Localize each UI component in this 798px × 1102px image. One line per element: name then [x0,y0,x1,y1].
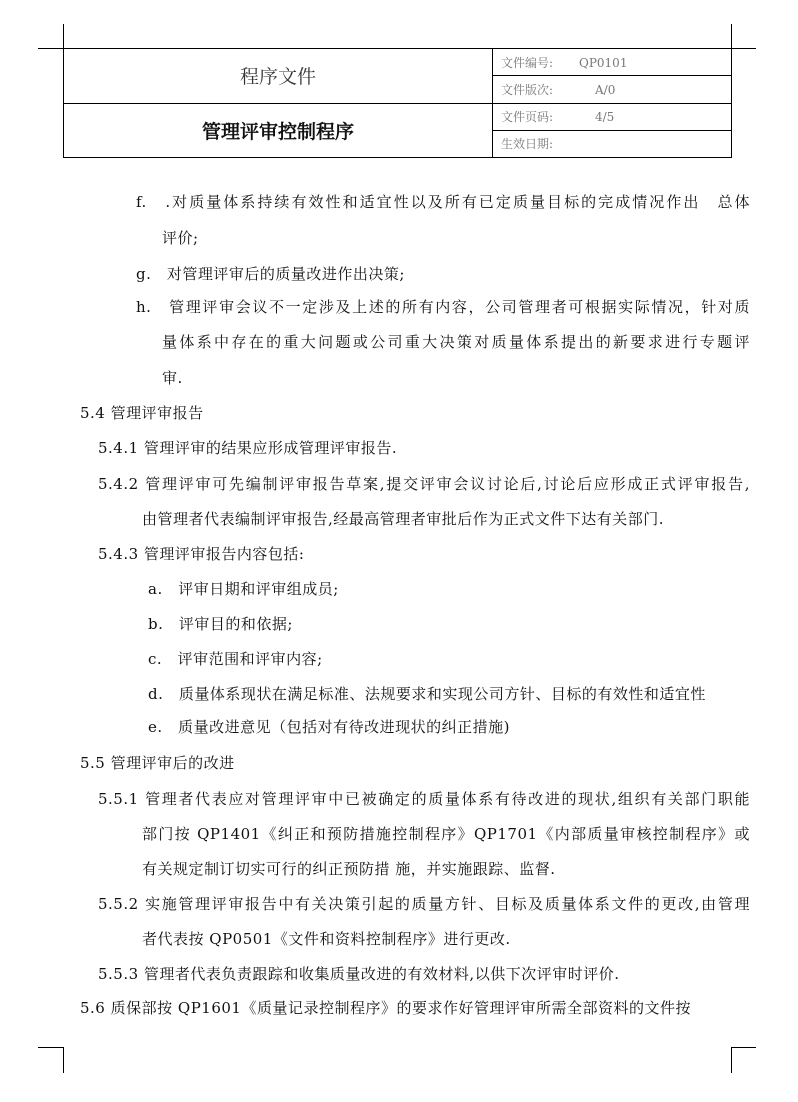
crop-mark [731,48,756,49]
crop-mark [731,24,732,48]
crop-mark [38,48,63,49]
text-line: 审. [162,369,183,387]
section-heading: 5.4 管理评审报告 [80,404,204,422]
list-item-e: e. 质量改进意见（包括对有待改进现状的纠正措施) [148,718,510,736]
paragraph-5-4-2: 5.4.2 管理评审可先编制评审报告草案,提交评审会议讨论后,讨论后应形成正式评审报告, [98,475,750,493]
text-line: 者代表按 QP0501《文件和资料控制程序》进行更改. [142,930,511,948]
crop-mark [731,1047,732,1073]
crop-mark [38,1047,63,1048]
doc-number-field: 文件编号: QP0101 [493,49,732,76]
doc-title: 管理评审控制程序 [64,103,493,158]
crop-mark [63,1047,64,1073]
crop-mark [63,24,64,48]
list-item-h: h. 管理评审会议不一定涉及上述的所有内容，公司管理者可根据实际情况，针对质 [136,298,750,316]
paragraph-5-5-3: 5.5.3 管理者代表负责跟踪和收集质量改进的有效材料,以供下次评审时评价. [98,965,620,983]
list-item-f: f. .对质量体系持续有效性和适宜性以及所有已定质量目标的完成情况作出 总体 [136,193,750,211]
text-line: 部门按 QP1401《纠正和预防措施控制程序》QP1701《内部质量审核控制程序》或 [142,825,750,843]
paragraph-5-6: 5.6 质保部按 QP1601《质量记录控制程序》的要求作好管理评审所需全部资料的文件按 [80,999,691,1017]
doc-version-field: 文件版次: A/0 [493,76,732,103]
section-heading: 5.5 管理评审后的改进 [80,754,235,772]
paragraph-5-5-1: 5.5.1 管理者代表应对管理评审中已被确定的质量体系有待改进的现状,组织有关部门职能 [98,790,750,808]
paragraph-5-4-1: 5.4.1 管理评审的结果应形成管理评审报告. [98,439,398,457]
list-item-b: b. 评审目的和依据; [148,615,293,633]
list-item-d: d. 质量体系现状在满足标准、法规要求和实现公司方针、目标的有效性和适宜性 [148,685,706,703]
text-line: 由管理者代表编制评审报告,经最高管理者审批后作为正式文件下达有关部门. [142,510,665,528]
document-header-table [63,48,732,158]
text-line: 量体系中存在的重大问题或公司重大决策对质量体系提出的新要求进行专题评 [162,333,750,351]
doc-type: 程序文件 [64,49,493,104]
crop-mark [731,1047,756,1048]
effective-date-field: 生效日期: [493,130,732,157]
text-line: 评价; [162,229,199,247]
list-item-c: c. 评审范围和评审内容; [148,650,323,668]
paragraph-5-5-2: 5.5.2 实施管理评审报告中有关决策引起的质量方针、目标及质量体系文件的更改,由管理 [98,895,750,913]
list-item-g: g. 对管理评审后的质量改进作出决策; [136,265,405,283]
doc-page-field: 文件页码: 4/5 [493,103,732,130]
list-item-a: a. 评审日期和评审组成员; [148,580,339,598]
text-line: 有关规定制订切实可行的纠正预防措 施，并实施跟踪、监督. [142,860,556,878]
paragraph-5-4-3: 5.4.3 管理评审报告内容包括: [98,545,305,563]
